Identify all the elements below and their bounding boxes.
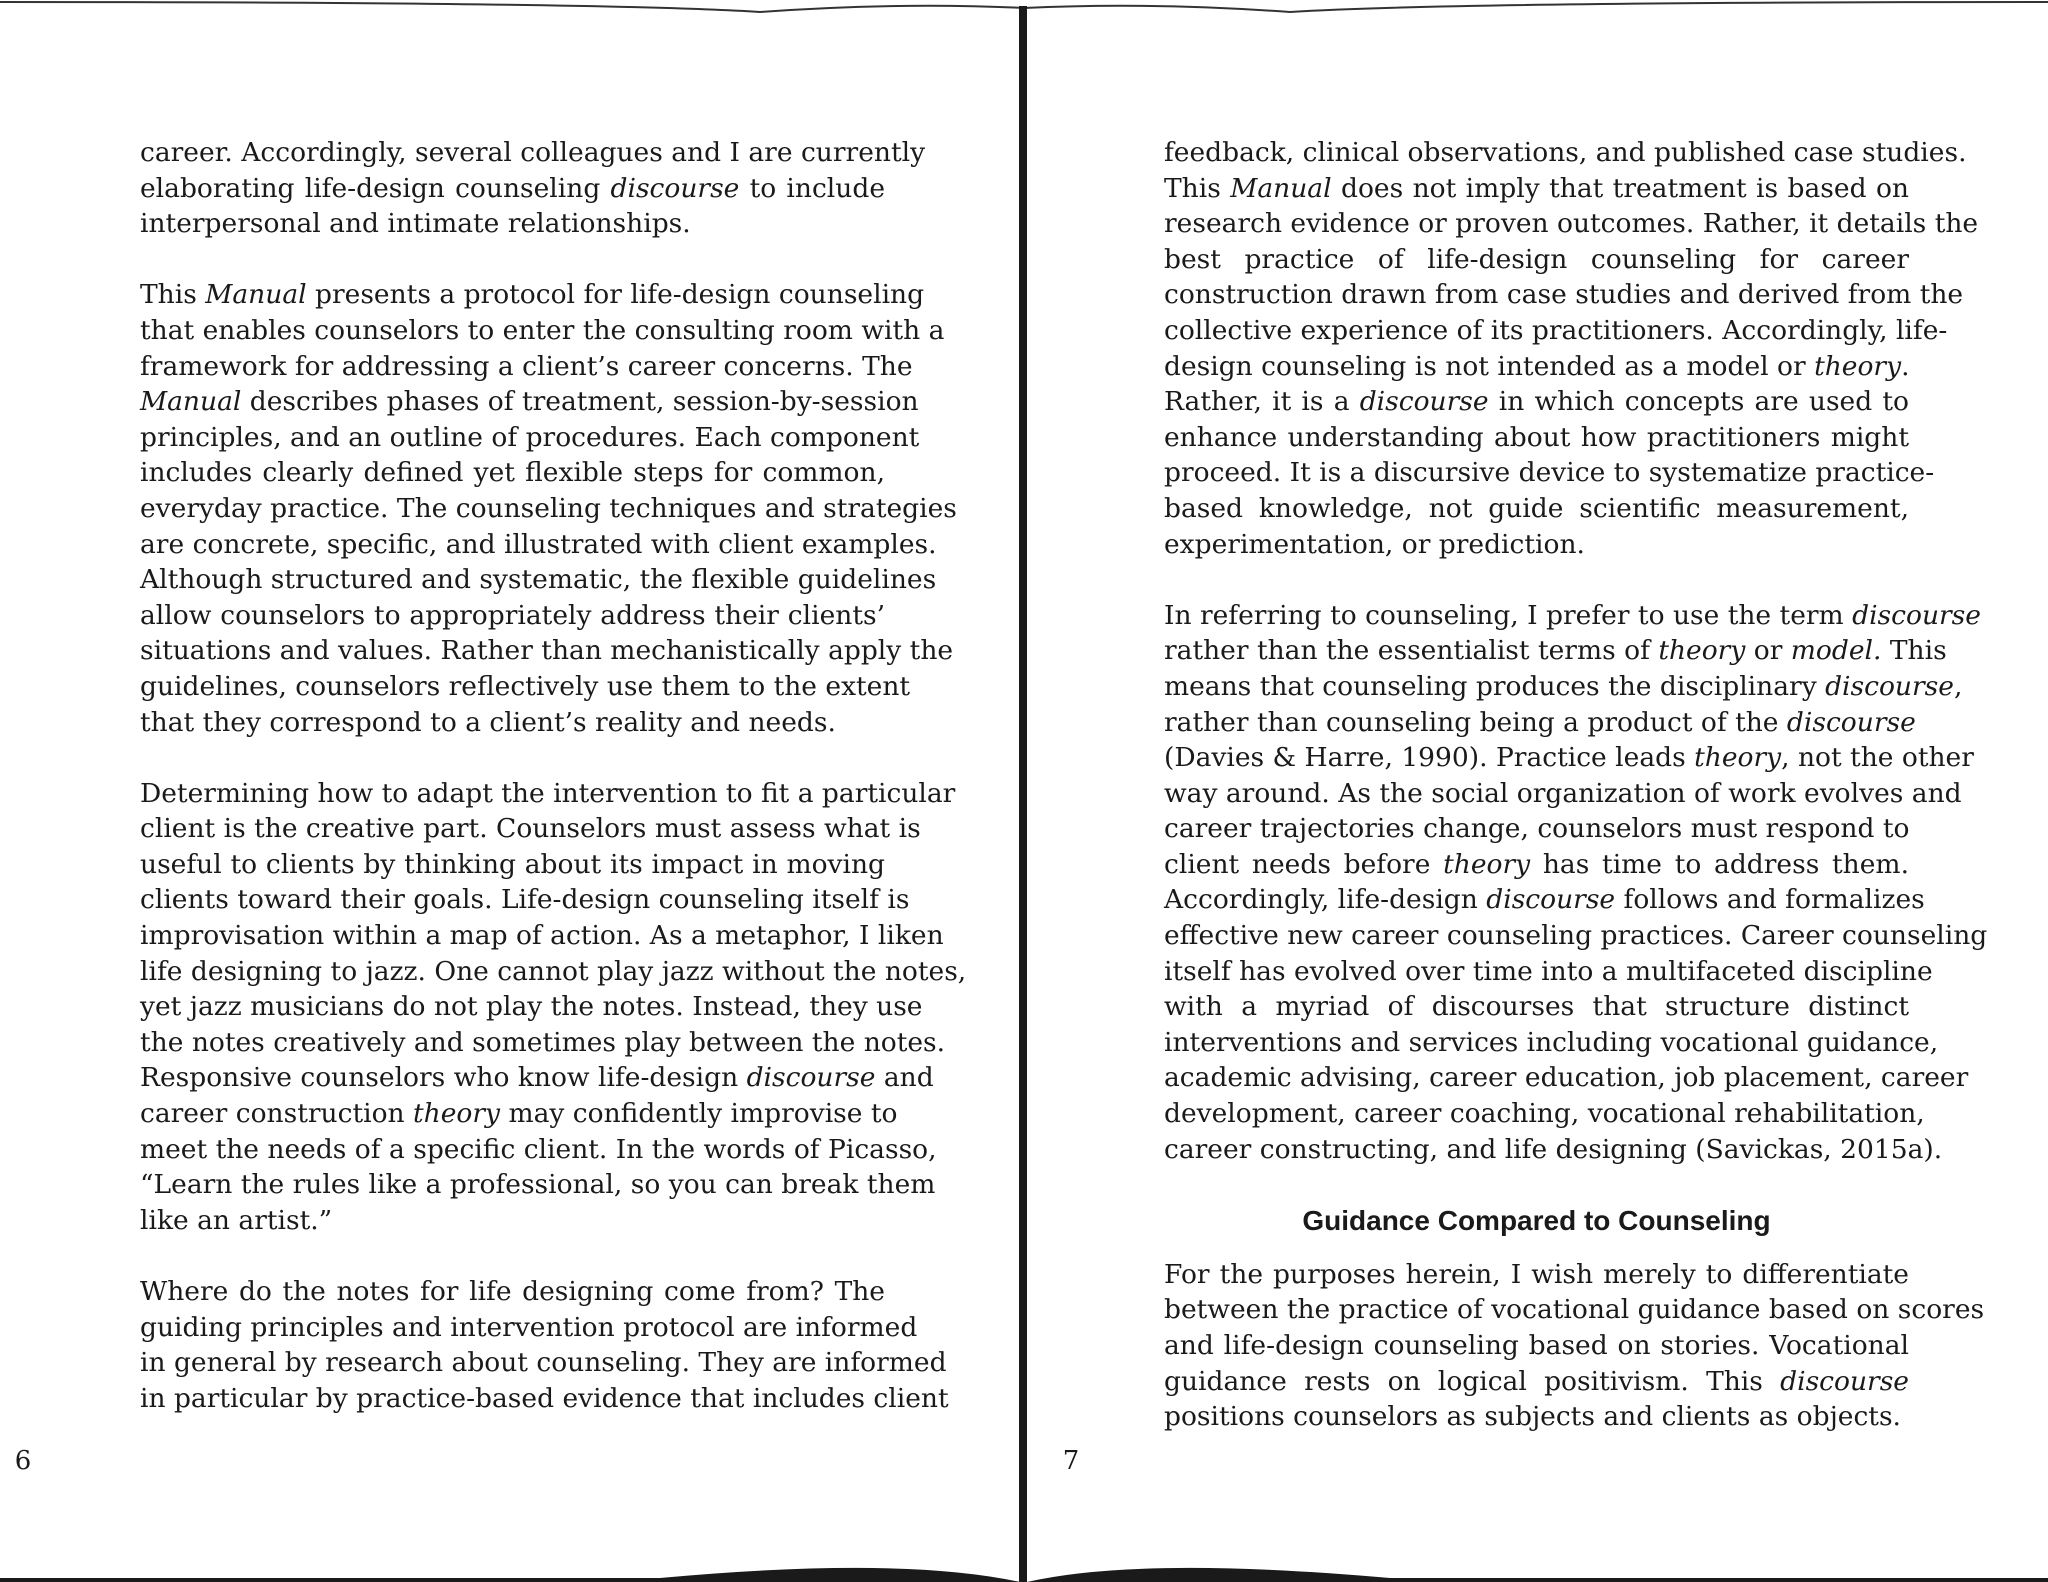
text-line: based knowledge, not guide scientific measurement, <box>1164 492 1909 524</box>
text-line: Where do the notes for life designing come from? The <box>140 1276 885 1307</box>
text-line: includes clearly defined yet flexible steps for common, <box>140 457 885 489</box>
text-line: This Manual presents a protocol for life-design counseling <box>140 279 925 311</box>
text-line: life designing to jazz. One cannot play jazz without the notes, <box>140 955 967 987</box>
text-line: meet the needs of a specific client. In the words of Picasso, <box>140 1133 937 1165</box>
text-line: enhance understanding about how practitioners might <box>1164 421 1909 453</box>
text-line: itself has evolved over time into a multifaceted discipline <box>1164 955 1933 987</box>
text-line: proceed. It is a discursive device to systematize practice- <box>1164 457 1935 489</box>
text-line: construction drawn from case studies and derived from the <box>1164 279 1964 311</box>
text-line: improvisation within a map of action. As a metaphor, I liken <box>140 920 944 952</box>
text-line: interpersonal and intimate relationships. <box>140 208 691 240</box>
text-line: Manual describes phases of treatment, session-by-session <box>140 386 919 418</box>
text-line: best practice of life-design counseling for career <box>1164 243 1909 275</box>
text-line: “Learn the rules like a professional, so you can break them <box>140 1169 936 1201</box>
text-line: and life-design counseling based on stories. Vocational <box>1164 1330 1909 1361</box>
paragraph <box>140 1274 949 1416</box>
text-line: client is the creative part. Counselors must assess what is <box>140 813 921 845</box>
text-line: situations and values. Rather than mechanistically apply the <box>140 635 954 667</box>
text-line: elaborating life-design counseling discourse to include <box>140 172 885 204</box>
text-line: This Manual does not imply that treatment is based on <box>1164 172 1909 204</box>
text-line: (Davies & Harre, 1990). Practice leads theory, not the other <box>1164 742 1974 774</box>
text-line: career. Accordingly, several colleagues and I are currently <box>140 137 926 168</box>
paragraph <box>140 776 967 1239</box>
text-line: are concrete, specific, and illustrated with client examples. <box>140 528 937 560</box>
paragraph <box>140 135 926 242</box>
text-line: in general by research about counseling. They are informed <box>140 1347 947 1379</box>
text-line: with a myriad of discourses that structure distinct <box>1164 991 1909 1023</box>
text-line: clients toward their goals. Life-design counseling itself is <box>140 884 910 916</box>
paragraph <box>1164 598 1988 1168</box>
text-line: framework for addressing a client’s career concerns. The <box>140 350 913 382</box>
text-line: career constructing, and life designing (Savickas, 2015a). <box>1164 1133 1943 1165</box>
text-line: Although structured and systematic, the flexible guidelines <box>140 564 937 596</box>
right-page <box>1024 0 2048 1582</box>
text-line: rather than the essentialist terms of theory or model. This <box>1164 635 1947 667</box>
text-line: way around. As the social organization of work evolves and <box>1164 777 1962 809</box>
text-line: principles, and an outline of procedures. Each component <box>140 421 920 453</box>
text-line: allow counselors to appropriately address their clients’ <box>140 599 885 631</box>
text-line: Determining how to adapt the intervention to fit a particular <box>140 777 956 809</box>
section-heading: Guidance Compared to Counseling <box>1302 1204 1771 1236</box>
text-line: positions counselors as subjects and clients as objects. <box>1164 1401 1901 1433</box>
text-line: In referring to counseling, I prefer to use the term discourse <box>1164 599 1981 631</box>
right-page-text <box>1164 135 1988 1435</box>
text-line: that enables counselors to enter the consulting room with a <box>140 314 945 346</box>
text-line: the notes creatively and sometimes play between the notes. <box>140 1026 946 1058</box>
text-line: useful to clients by thinking about its impact in moving <box>140 848 885 880</box>
paragraph <box>140 277 957 740</box>
text-line: Accordingly, life-design discourse follows and formalizes <box>1164 884 1925 916</box>
text-line: For the purposes herein, I wish merely to differentiate <box>1164 1258 1909 1290</box>
page-number-right: 7 <box>1062 1446 1080 1476</box>
text-line: collective experience of its practitioners. Accordingly, life- <box>1164 314 1948 346</box>
text-line: guidance rests on logical positivism. This discourse <box>1164 1365 1909 1397</box>
text-line: research evidence or proven outcomes. Rather, it details the <box>1164 208 1979 240</box>
text-line: between the practice of vocational guidance based on scores <box>1164 1294 1985 1326</box>
text-line: interventions and services including vocational guidance, <box>1164 1026 1939 1058</box>
text-line: yet jazz musicians do not play the notes. Instead, they use <box>140 991 923 1023</box>
text-line: means that counseling produces the disciplinary discourse, <box>1164 670 1963 702</box>
text-line: client needs before theory has time to address them. <box>1164 848 1909 880</box>
text-line: effective new career counseling practices. Career counseling <box>1164 920 1988 952</box>
text-line: experimentation, or prediction. <box>1164 528 1585 560</box>
text-line: rather than counseling being a product of the discourse <box>1164 706 1916 738</box>
text-line: that they correspond to a client’s reality and needs. <box>140 706 836 738</box>
text-line: career trajectories change, counselors must respond to <box>1164 813 1910 845</box>
text-line: academic advising, career education, job placement, career <box>1164 1062 1969 1094</box>
text-line: career construction theory may confidently improvise to <box>140 1098 898 1130</box>
text-line: in particular by practice-based evidence that includes client <box>140 1382 949 1414</box>
text-line: Responsive counselors who know life-design discourse and <box>140 1062 934 1094</box>
left-page-text <box>140 135 967 1416</box>
paragraph <box>1164 135 1979 562</box>
paragraph <box>1164 1257 1985 1435</box>
page-number-left: 6 <box>14 1446 32 1476</box>
text-line: guiding principles and intervention protocol are informed <box>140 1311 918 1343</box>
text-line: Rather, it is a discourse in which concepts are used to <box>1164 386 1909 418</box>
text-line: design counseling is not intended as a model or theory. <box>1164 350 1910 382</box>
text-line: everyday practice. The counseling techniques and strategies <box>140 492 957 524</box>
text-line: like an artist.” <box>140 1204 333 1236</box>
text-line: development, career coaching, vocational rehabilitation, <box>1164 1098 1925 1130</box>
text-line: guidelines, counselors reflectively use them to the extent <box>140 670 911 702</box>
text-line: feedback, clinical observations, and published case studies. <box>1164 137 1967 168</box>
